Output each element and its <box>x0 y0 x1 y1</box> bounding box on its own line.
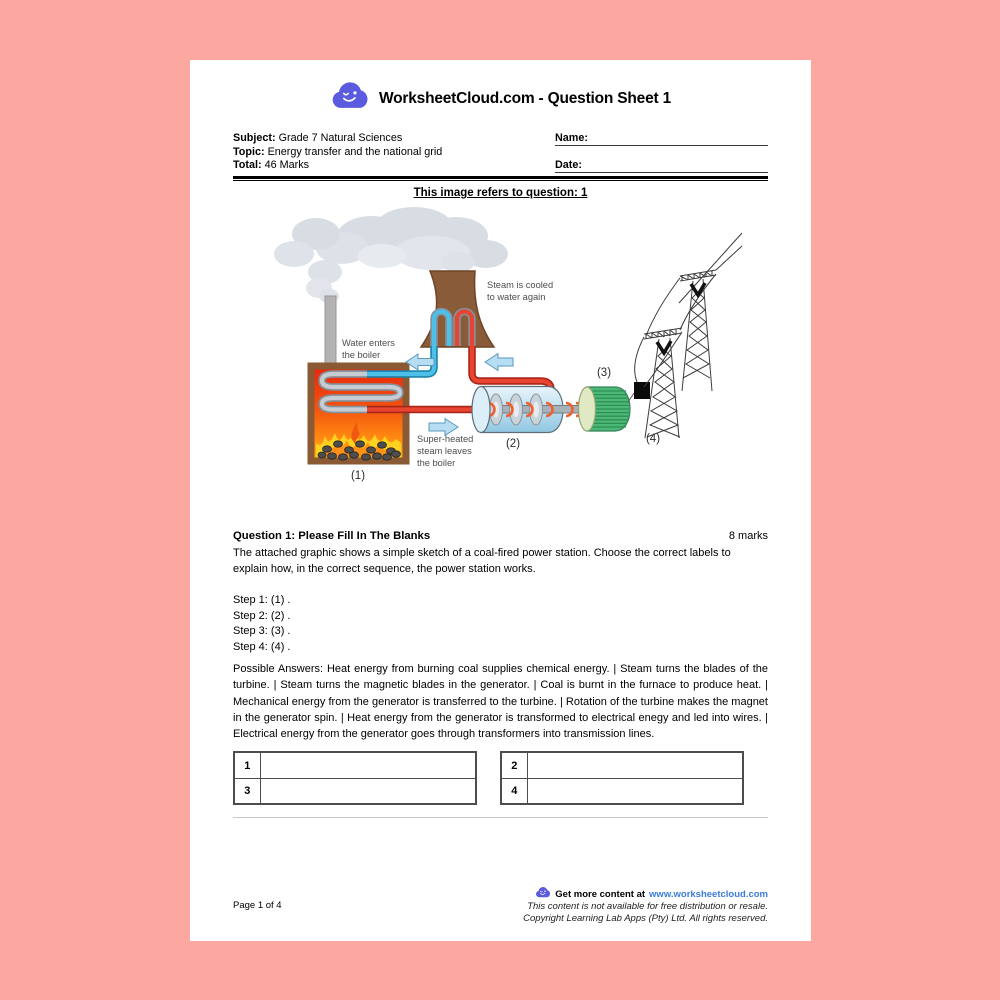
total-value: 46 Marks <box>264 159 309 171</box>
answer-blank-4[interactable] <box>527 778 743 804</box>
disclaimer: This content is not available for free distribution or resale. <box>527 901 768 912</box>
label-superheated-3: the boiler <box>417 458 456 468</box>
subject-label: Subject: <box>233 132 276 144</box>
footer-divider <box>233 817 768 818</box>
label-superheated-2: steam leaves <box>417 446 472 456</box>
cloud-icon <box>535 887 551 901</box>
transmission-pylons <box>635 233 742 438</box>
label-num-1: (1) <box>350 470 366 482</box>
label-num-4: (4) <box>645 433 661 445</box>
label-water-enters-1: Water enters <box>342 338 395 348</box>
step-1: Step 1: (1) . <box>233 594 291 606</box>
worksheet-info <box>233 132 768 173</box>
question-body: The attached graphic shows a simple sketch of a coal-fired power station. Choose the correct labels to explain how, in the correct sequence, the power station works. <box>233 547 731 575</box>
table-row <box>234 752 476 778</box>
answer-tables <box>233 751 768 805</box>
total-label: Total: <box>233 159 262 171</box>
step-4: Step 4: (4) . <box>233 640 291 653</box>
question-1-section <box>233 530 768 805</box>
label-steam-cooled-2: to water again <box>487 292 546 302</box>
subject-value: Grade 7 Natural Sciences <box>278 132 403 144</box>
label-num-2: (2) <box>505 438 521 450</box>
name-date-fields <box>555 132 768 173</box>
generator-end-cap <box>579 387 596 431</box>
worksheet-page <box>190 60 811 941</box>
date-label: Date: <box>555 159 582 171</box>
turbine-discs <box>490 394 543 425</box>
turbine-end-cap <box>472 387 490 433</box>
label-superheated-1: Super-heated <box>417 434 474 444</box>
table-row <box>234 778 476 804</box>
label-steam-cooled-1: Steam is cooled <box>487 280 554 290</box>
step-3: Step 3: (3) . <box>233 625 291 637</box>
answer-number-1: 1 <box>234 752 260 778</box>
page-header <box>190 82 811 115</box>
promo-link[interactable]: www.worksheetcloud.com <box>649 888 768 900</box>
answer-blank-3[interactable] <box>260 778 476 804</box>
table-row <box>501 778 743 804</box>
generator <box>579 387 631 431</box>
transformer <box>634 382 650 399</box>
power-station-diagram <box>230 206 770 501</box>
question-marks: 8 marks <box>728 530 768 542</box>
table-row <box>501 752 743 778</box>
water-flow-arrow <box>406 354 434 370</box>
steam-return-pipe <box>457 312 551 394</box>
answer-number-4: 4 <box>501 778 527 804</box>
answer-blank-2[interactable] <box>527 752 743 778</box>
page-title: WorksheetCloud.com - Question Sheet 1 <box>378 89 672 107</box>
promo-line <box>523 887 768 901</box>
question-title: Question 1: Please Fill In The Blanks <box>233 530 431 542</box>
header-divider <box>233 176 768 181</box>
answer-table-right <box>500 751 744 805</box>
question-steps <box>233 593 768 655</box>
topic-label: Topic: <box>233 145 265 158</box>
question-header <box>233 530 768 542</box>
step-2: Step 2: (2) . <box>233 609 291 622</box>
steam-out-arrow <box>429 419 458 436</box>
name-label: Name: <box>555 132 589 144</box>
name-field[interactable] <box>555 132 768 146</box>
page-number: Page 1 of 4 <box>233 900 282 911</box>
label-water-enters-2: the boiler <box>342 350 381 360</box>
turbine <box>472 387 587 433</box>
footer-info <box>523 887 768 924</box>
possible-answers: Possible Answers: Heat energy from burning coal supplies chemical energy. | Steam turns the blades of the turbine. | Steam turns the magnetic blades in the generator. | Coal is burnt in the furnace to produce heat. | Mechanical energy from the generator is transferred to the turbine. | Rotation of the turbine makes the magnet in the generator spin. | Heat energy from the generator is transformed to electrical enegy and led into wires. | Electrical energy from the generator goes through transformers into transmission lines. <box>233 663 768 741</box>
generator-wire <box>628 392 635 402</box>
steam-return-arrow <box>485 354 513 371</box>
answer-number-2: 2 <box>501 752 527 778</box>
insulator-far <box>691 283 705 295</box>
label-num-3: (3) <box>596 367 612 379</box>
image-caption: This image refers to question: 1 <box>413 187 588 199</box>
answer-blank-1[interactable] <box>260 752 476 778</box>
date-field[interactable] <box>555 159 768 173</box>
chimney <box>325 296 336 368</box>
promo-text: Get more content at <box>555 888 646 900</box>
answer-table-left <box>233 751 477 805</box>
topic-value: Energy transfer and the national grid <box>267 145 443 158</box>
answer-number-3: 3 <box>234 778 260 804</box>
copyright: Copyright Learning Lab Apps (Pty) Ltd. All rights reserved. <box>523 912 768 924</box>
worksheetcloud-logo-icon <box>330 82 370 115</box>
